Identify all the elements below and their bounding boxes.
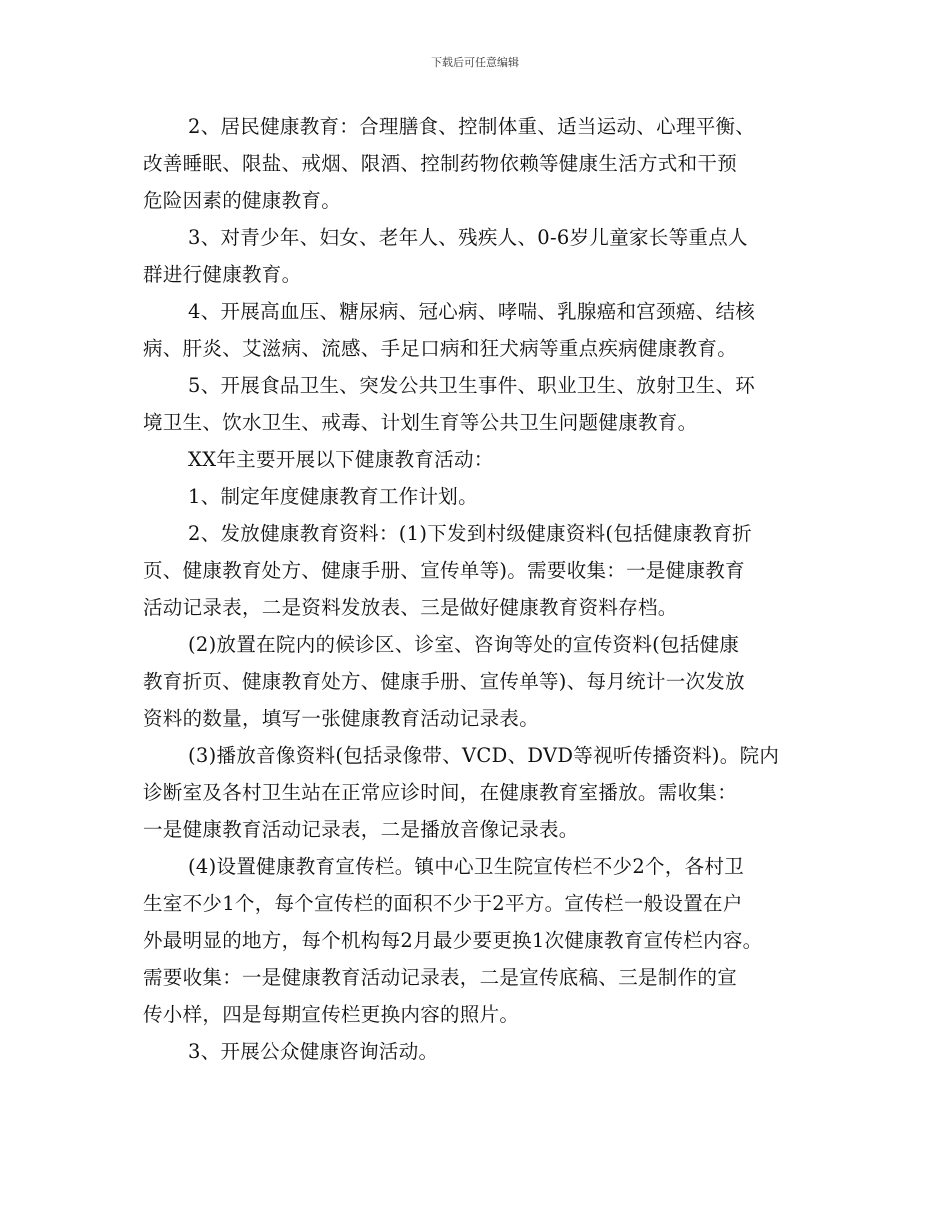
text-line: 教育折页、健康教育处方、健康手册、宣传单等)、每月统计一次发放 (143, 670, 745, 693)
text-line: 群进行健康教育。 (143, 263, 302, 286)
text-line: 病、肝炎、艾滋病、流感、手足口病和狂犬病等重点疾病健康教育。 (143, 337, 738, 360)
text-line: 3、对青少年、妇女、老年人、残疾人、0-6岁儿童家长等重点人 (188, 226, 748, 249)
text-line: 1、制定年度健康教育工作计划。 (188, 485, 478, 508)
text-line: 改善睡眠、限盐、戒烟、限酒、控制药物依赖等健康生活方式和干预 (143, 152, 738, 175)
text-line: (3)播放音像资料(包括录像带、VCD、DVD等视听传播资料)。院内 (188, 744, 780, 767)
text-line: 2、发放健康教育资料：(1)下发到村级健康资料(包括健康教育折 (188, 522, 752, 545)
page-header: 下载后可任意编辑 (431, 56, 519, 69)
text-line: 外最明显的地方，每个机构每2月最少要更换1次健康教育宣传栏内容。 (143, 929, 763, 952)
text-line: 资料的数量，填写一张健康教育活动记录表。 (143, 707, 540, 730)
text-line: 生室不少1个，每个宣传栏的面积不少于2平方。宣传栏一般设置在户 (143, 892, 743, 915)
text-line: 需要收集：一是健康教育活动记录表，二是宣传底稿、三是制作的宣 (143, 966, 738, 989)
text-line: (4)设置健康教育宣传栏。镇中心卫生院宣传栏不少2个，各村卫 (188, 855, 745, 878)
text-line: 传小样，四是每期宣传栏更换内容的照片。 (143, 1003, 520, 1026)
text-line: 页、健康教育处方、健康手册、宣传单等)。需要收集：一是健康教育 (143, 559, 745, 582)
text-line: 活动记录表，二是资料发放表、三是做好健康教育资料存档。 (143, 596, 678, 619)
text-line: XX年主要开展以下健康教育活动： (188, 448, 494, 471)
text-line: 危险因素的健康教育。 (143, 189, 342, 212)
text-line: 5、开展食品卫生、突发公共卫生事件、职业卫生、放射卫生、环 (188, 374, 756, 397)
text-line: 诊断室及各村卫生站在正常应诊时间，在健康教育室播放。需收集： (143, 781, 738, 804)
document-body (143, 108, 843, 1070)
text-line: (2)放置在院内的候诊区、诊室、咨询等处的宣传资料(包括健康 (188, 633, 740, 656)
text-line: 3、开展公众健康咨询活动。 (188, 1040, 439, 1063)
text-line: 境卫生、饮水卫生、戒毒、计划生育等公共卫生问题健康教育。 (143, 411, 698, 434)
text-line: 一是健康教育活动记录表，二是播放音像记录表。 (143, 818, 579, 841)
text-line: 4、开展高血压、糖尿病、冠心病、哮喘、乳腺癌和宫颈癌、结核 (188, 300, 756, 323)
text-line: 2、居民健康教育：合理膳食、控制体重、适当运动、心理平衡、 (188, 115, 756, 138)
